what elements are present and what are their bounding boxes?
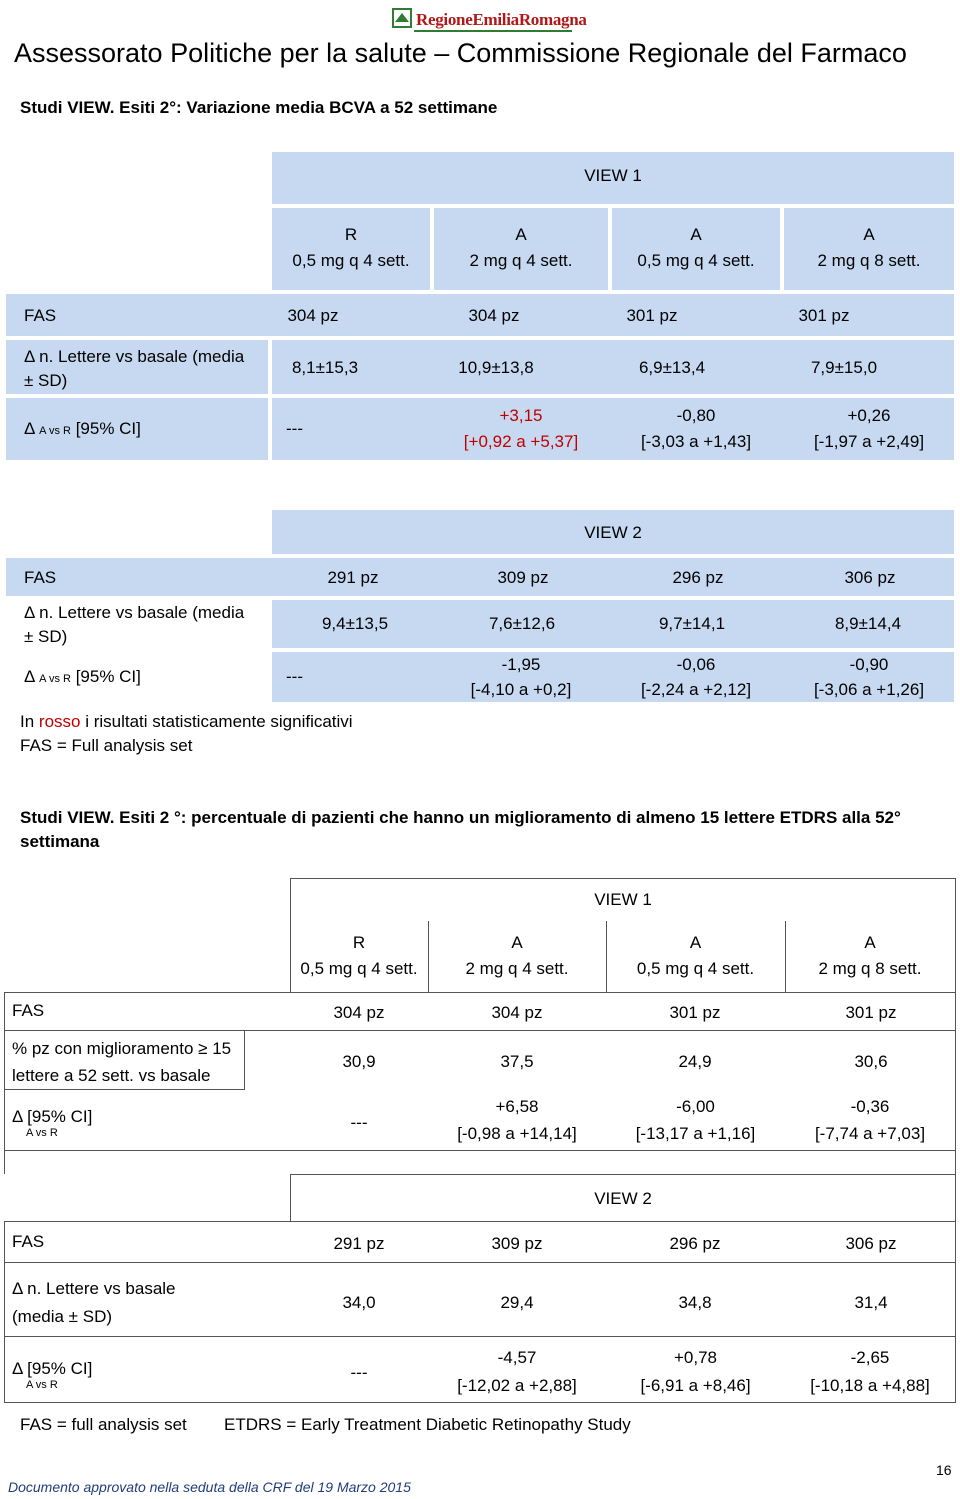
col-dose: 2 mg q 4 sett. <box>465 959 569 978</box>
fas-value: 296 pz <box>672 568 724 587</box>
mean-value: 9,4±13,5 <box>321 614 389 633</box>
mean-label: Δ n. Lettere vs basale <box>12 1279 176 1298</box>
section-2-title: Studi VIEW. Esiti 2 °: percentuale di pazienti che hanno un miglioramento di almeno 15 lettere ETDRS alla 52° <box>20 808 901 827</box>
fas-value: 301 pz <box>626 306 678 325</box>
col-arm: A <box>864 933 876 952</box>
col-arm: R <box>352 933 366 952</box>
delta-value: +3,15 <box>499 406 543 425</box>
pct-value: 30,9 <box>342 1052 376 1071</box>
delta-value: -1,95 <box>501 655 541 674</box>
col-dose: 0,5 mg q 4 sett. <box>292 251 410 270</box>
mean-label: (media ± SD) <box>12 1307 113 1326</box>
etdrs-note: ETDRS = Early Treatment Diabetic Retinopathy Study <box>224 1415 631 1434</box>
region-logo <box>392 6 587 34</box>
page-header-title: Assessorato Politiche per la salute – Commissione Regionale del Farmaco <box>14 38 907 68</box>
pct-value: 30,6 <box>854 1052 888 1071</box>
col-arm: R <box>344 225 358 244</box>
view-label: VIEW 2 <box>594 1189 652 1208</box>
fas-label: FAS <box>24 568 57 587</box>
delta-value: +6,58 <box>495 1097 539 1116</box>
col-dose: 0,5 mg q 4 sett. <box>637 251 755 270</box>
fas-value: 304 pz <box>491 1003 543 1022</box>
delta-label: Δ [95% CI] <box>12 1359 93 1378</box>
delta-value: -0,80 <box>676 406 716 425</box>
page-number: 16 <box>936 1462 952 1478</box>
fas-value: 291 pz <box>327 568 379 587</box>
delta-value: -0,36 <box>850 1097 890 1116</box>
delta-ci: [-3,06 a +1,26] <box>813 680 925 699</box>
mean-label: Δ n. Lettere vs basale (media <box>24 603 245 622</box>
delta-sub: A vs R <box>26 1379 58 1391</box>
delta-ci: [-12,02 a +2,88] <box>457 1376 577 1395</box>
delta-value: +0,78 <box>673 1348 717 1367</box>
mean-label: Δ n. Lettere vs basale (media <box>24 347 245 366</box>
mean-value: 9,7±14,1 <box>658 614 726 633</box>
fas-value: 301 pz <box>669 1003 721 1022</box>
region-emblem-icon <box>392 8 412 30</box>
pct-label: lettere a 52 sett. vs basale <box>12 1066 211 1085</box>
delta-value: -2,65 <box>850 1348 890 1367</box>
section-1-title: Studi VIEW. Esiti 2°: Variazione media BCVA a 52 settimane <box>20 98 498 117</box>
fas-value: 306 pz <box>844 568 896 587</box>
col-arm: A <box>690 225 702 244</box>
col-dose: 2 mg q 4 sett. <box>469 251 573 270</box>
delta-value: -0,06 <box>676 655 716 674</box>
fas-value: 309 pz <box>497 568 549 587</box>
col-arm: A <box>863 225 875 244</box>
col-dose: 2 mg q 8 sett. <box>817 251 921 270</box>
mean-value: 8,1±15,3 <box>291 358 359 377</box>
mean-value: 8,9±14,4 <box>834 614 902 633</box>
col-dose: 2 mg q 8 sett. <box>818 959 922 978</box>
fas-label: FAS <box>12 1232 45 1251</box>
delta-value: --- <box>350 1363 368 1382</box>
delta-value: --- <box>286 419 303 438</box>
delta-value: -0,90 <box>849 655 889 674</box>
col-dose: 0,5 mg q 4 sett. <box>636 959 755 978</box>
fas-value: 304 pz <box>333 1003 385 1022</box>
fas-value: 301 pz <box>845 1003 897 1022</box>
mean-value: 10,9±13,8 <box>458 358 534 377</box>
col-arm: A <box>511 933 523 952</box>
view-label: VIEW 1 <box>584 166 642 185</box>
col-dose: 0,5 mg q 4 sett. <box>300 959 418 978</box>
fas-label: FAS <box>12 1001 45 1020</box>
approval-footer: Documento approvato nella seduta della CRF del 19 Marzo 2015 <box>8 1479 411 1495</box>
fas-value: 306 pz <box>845 1234 897 1253</box>
pct-value: 37,5 <box>500 1052 534 1071</box>
col-arm: A <box>515 225 527 244</box>
fas-value: 296 pz <box>669 1234 721 1253</box>
delta-ci: [-0,98 a +14,14] <box>457 1124 577 1143</box>
delta-ci: [-6,91 a +8,46] <box>640 1376 751 1395</box>
delta-label: Δ A vs R [95% CI] <box>24 419 141 438</box>
view-label: VIEW 2 <box>584 523 642 542</box>
delta-ci: [-3,03 a +1,43] <box>640 432 752 451</box>
fas-value: 304 pz <box>287 306 339 325</box>
delta-sub: A vs R <box>26 1127 58 1139</box>
mean-value: 7,9±15,0 <box>810 358 878 377</box>
fas-note: FAS = Full analysis set <box>20 736 193 755</box>
delta-value: -6,00 <box>676 1097 715 1116</box>
section-2-title-cont: settimana <box>20 832 100 851</box>
mean-value: 31,4 <box>854 1293 888 1312</box>
mean-value: 34,0 <box>342 1293 376 1312</box>
delta-label: Δ A vs R [95% CI] <box>24 667 141 686</box>
significance-note: In rosso i risultati statisticamente significativi <box>20 712 353 731</box>
delta-value: +0,26 <box>847 406 891 425</box>
delta-label: Δ [95% CI] <box>12 1107 93 1126</box>
fas-note: FAS = full analysis set <box>20 1415 187 1434</box>
delta-ci: [-4,10 a +0,2] <box>470 680 572 699</box>
pct-label: % pz con miglioramento ≥ 15 <box>12 1039 232 1058</box>
mean-value: 29,4 <box>500 1293 534 1312</box>
mean-label: ± SD) <box>24 371 68 390</box>
delta-value: --- <box>350 1113 368 1132</box>
col-arm: A <box>689 933 702 952</box>
mean-value: 34,8 <box>678 1293 712 1312</box>
delta-ci: [-10,18 a +4,88] <box>810 1376 930 1395</box>
fas-value: 301 pz <box>798 306 850 325</box>
fas-value: 291 pz <box>333 1234 385 1253</box>
mean-value: 7,6±12,6 <box>488 614 556 633</box>
delta-ci: [+0,92 a +5,37] <box>463 432 579 451</box>
delta-value: --- <box>286 667 303 686</box>
mean-value: 6,9±13,4 <box>638 358 706 377</box>
delta-ci: [-13,17 a +1,16] <box>635 1124 756 1143</box>
delta-ci: [-2,24 a +2,12] <box>640 680 752 699</box>
fas-value: 304 pz <box>468 306 520 325</box>
logo-text: RegioneEmiliaRomagna <box>416 10 587 29</box>
mean-label: ± SD) <box>24 627 68 646</box>
view-label: VIEW 1 <box>594 890 652 909</box>
delta-ci: [-1,97 a +2,49] <box>813 432 925 451</box>
delta-ci: [-7,74 a +7,03] <box>814 1124 926 1143</box>
delta-value: -4,57 <box>497 1348 537 1367</box>
pct-value: 24,9 <box>678 1052 712 1071</box>
fas-value: 309 pz <box>491 1234 543 1253</box>
fas-label: FAS <box>24 306 57 325</box>
